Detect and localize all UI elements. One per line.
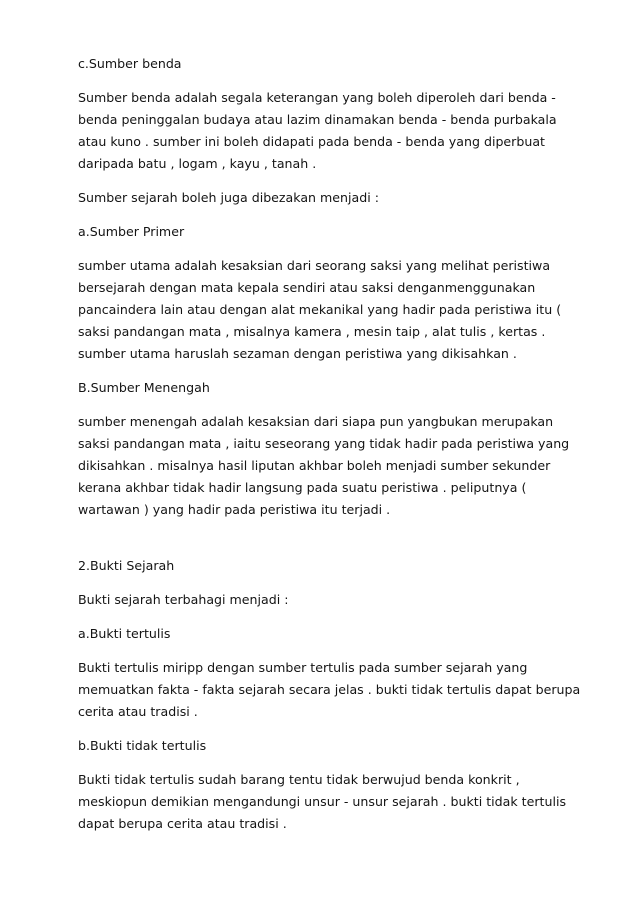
text-line: Sumber benda adalah segala keterangan yang boleh diperoleh dari benda - (78, 90, 556, 105)
paragraph-spacing (78, 521, 598, 555)
text-line: benda peninggalan budaya atau lazim dinamakan benda - benda purbakala (78, 112, 557, 127)
text-line: Bukti tidak tertulis sudah barang tentu tidak berwujud benda konkrit , (78, 772, 520, 787)
text-line: Bukti sejarah terbahagi menjadi : (78, 592, 289, 607)
text-line: a.Sumber Primer (78, 224, 185, 239)
para-bukti-tidak-tertulis (78, 769, 598, 835)
heading-bukti-tertulis (78, 623, 598, 645)
text-line: pancaindera lain atau dengan alat mekanikal yang hadir pada peristiwa itu ( (78, 302, 562, 317)
para-sumber-menengah (78, 411, 598, 521)
text-line: wartawan ) yang hadir pada peristiwa itu terjadi . (78, 502, 391, 517)
text-line: dikisahkan . misalnya hasil liputan akhbar boleh menjadi sumber sekunder (78, 458, 551, 473)
para-bukti-tertulis (78, 657, 598, 723)
paragraph-spacing (78, 209, 598, 221)
text-line: Bukti tertulis miripp dengan sumber tertulis pada sumber sejarah yang (78, 660, 528, 675)
text-line: c.Sumber benda (78, 56, 182, 71)
paragraph-spacing (78, 723, 598, 735)
heading-bukti-tidak-tertulis (78, 735, 598, 757)
paragraph-spacing (78, 243, 598, 255)
text-line: dapat berupa cerita atau tradisi . (78, 816, 287, 831)
text-line: kerana akhbar tidak hadir langsung pada suatu peristiwa . peliputnya ( (78, 480, 527, 495)
text-line: saksi pandangan mata , misalnya kamera , mesin taip , alat tulis , kertas . (78, 324, 546, 339)
text-line: daripada batu , logam , kayu , tanah . (78, 156, 317, 171)
para-sumber-primer (78, 255, 598, 365)
text-line: 2.Bukti Sejarah (78, 558, 175, 573)
text-line: bersejarah dengan mata kepala sendiri atau saksi denganmenggunakan (78, 280, 536, 295)
para-dibezakan (78, 187, 598, 209)
text-line: a.Bukti tertulis (78, 626, 171, 641)
text-line: sumber menengah adalah kesaksian dari siapa pun yangbukan merupakan (78, 414, 554, 429)
document-body (78, 53, 598, 835)
text-line: Sumber sejarah boleh juga dibezakan menjadi : (78, 190, 379, 205)
heading-sumber-primer (78, 221, 598, 243)
heading-sumber-menengah (78, 377, 598, 399)
paragraph-spacing (78, 175, 598, 187)
text-line: B.Sumber Menengah (78, 380, 210, 395)
paragraph-spacing (78, 365, 598, 377)
paragraph-spacing (78, 645, 598, 657)
para-bukti-terbahagi (78, 589, 598, 611)
paragraph-spacing (78, 399, 598, 411)
text-line: saksi pandangan mata , iaitu seseorang yang tidak hadir pada peristiwa yang (78, 436, 570, 451)
para-sumber-benda (78, 87, 598, 175)
text-line: sumber utama haruslah sezaman dengan peristiwa yang dikisahkan . (78, 346, 517, 361)
text-line: cerita atau tradisi . (78, 704, 198, 719)
heading-bukti-sejarah (78, 555, 598, 577)
text-line: b.Bukti tidak tertulis (78, 738, 207, 753)
text-line: meskiopun demikian mengandungi unsur - unsur sejarah . bukti tidak tertulis (78, 794, 567, 809)
text-line: sumber utama adalah kesaksian dari seorang saksi yang melihat peristiwa (78, 258, 551, 273)
heading-sumber-benda (78, 53, 598, 75)
paragraph-spacing (78, 75, 598, 87)
paragraph-spacing (78, 611, 598, 623)
text-line: memuatkan fakta - fakta sejarah secara jelas . bukti tidak tertulis dapat berupa (78, 682, 581, 697)
text-line: atau kuno . sumber ini boleh didapati pada benda - benda yang diperbuat (78, 134, 545, 149)
paragraph-spacing (78, 577, 598, 589)
paragraph-spacing (78, 757, 598, 769)
